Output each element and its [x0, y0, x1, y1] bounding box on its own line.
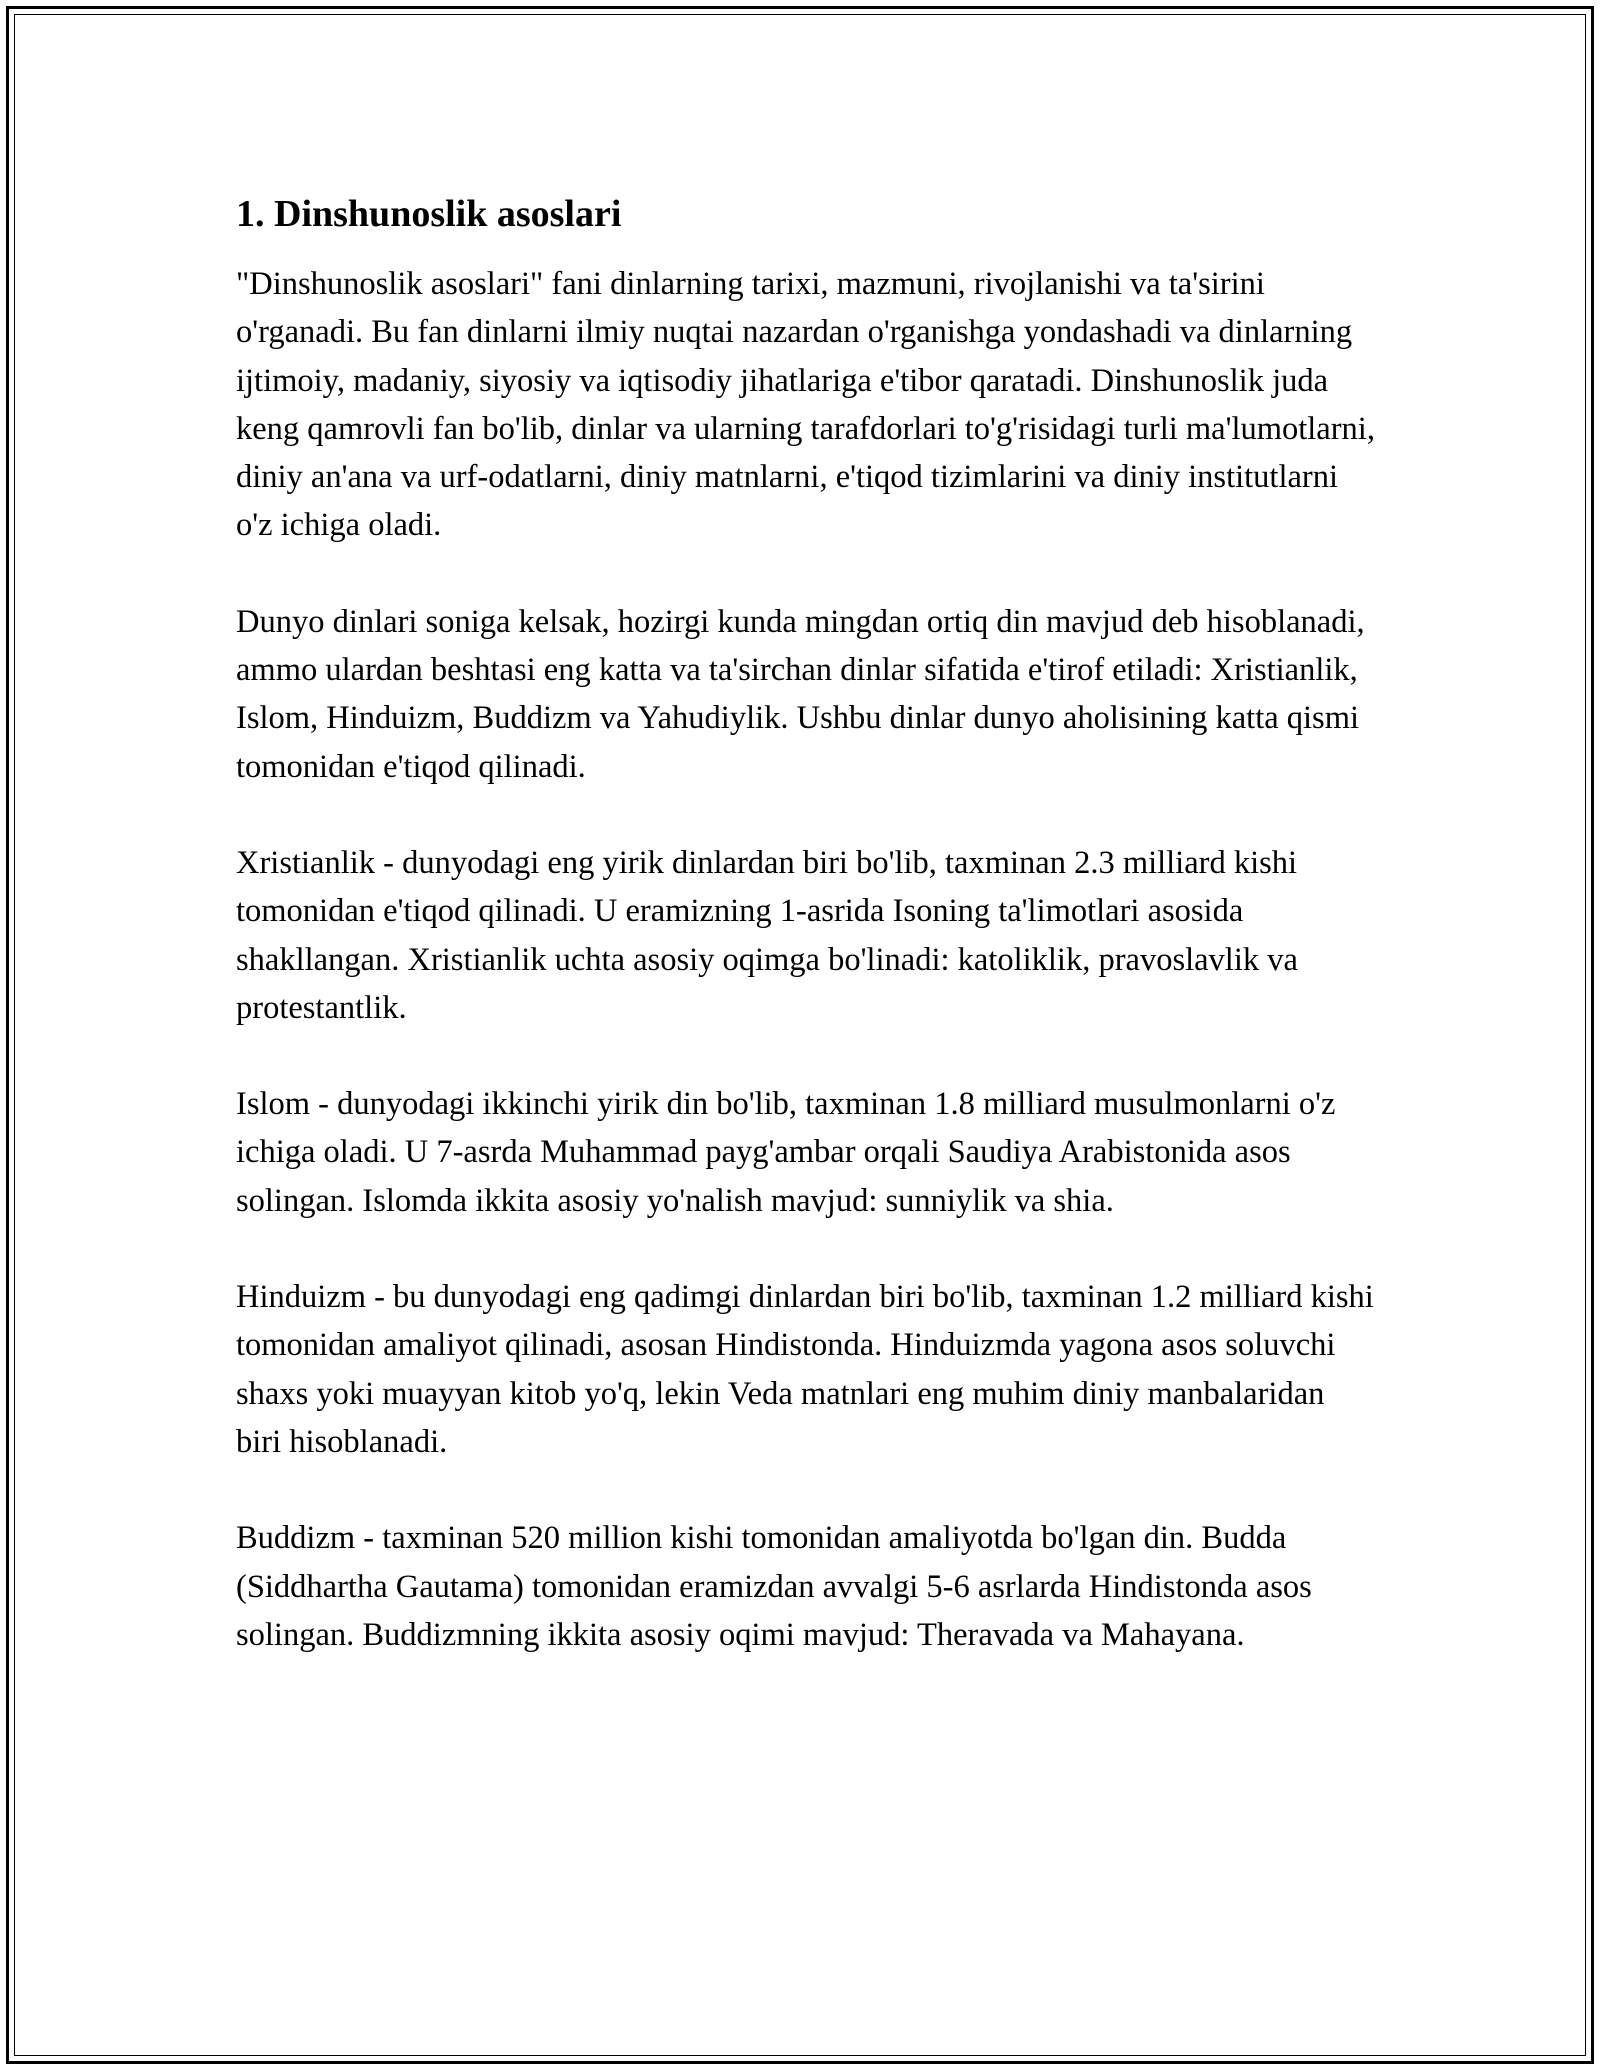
paragraph-hinduism: Hinduizm - bu dunyodagi eng qadimgi dinlardan biri bo'lib, taxminan 1.2 milliard kishi tomonidan amaliyot qilinadi, asosan Hindistonda. Hinduizmda yagona asos soluvchi shaxs yoki muayyan kitob yo'q, lekin Veda matnlari eng muhim diniy manbalaridan biri hisoblanadi. [236, 1279, 1374, 1460]
document-body [236, 190, 1376, 1707]
paragraph-christianity: Xristianlik - dunyodagi eng yirik dinlardan biri bo'lib, taxminan 2.3 milliard kishi tomonidan e'tiqod qilinadi. U eramizning 1-asrida Isoning ta'limotlari asosida shakllangan. Xristianlik uchta asosiy oqimga bo'linadi: katoliklik, pravoslavlik va protestantlik. [236, 844, 1298, 1026]
section-heading: 1. Dinshunoslik asoslari [236, 193, 622, 235]
paragraph-intro: "Dinshunoslik asoslari" fani dinlarning tarixi, mazmuni, rivojlanishi va ta'sirini o'rganadi. Bu fan dinlarni ilmiy nuqtai nazardan o'rganishga yondashadi va dinlarning ijtimoiy, madaniy, siyosiy va iqtisodiy jihatlariga e'tibor qaratadi. Dinshunoslik juda keng qamrovli fan bo'lib, dinlar va ularning tarafdorlari to'g'risidagi turli ma'lumotlarni, diniy an'ana va urf-odatlarni, diniy matnlarni, e'tiqod tizimlarini va diniy institutlarni o'z ichiga oladi. [236, 266, 1375, 544]
paragraph-islam: Islom - dunyodagi ikkinchi yirik din bo'lib, taxminan 1.8 milliard musulmonlarni o'z ichiga oladi. U 7-asrda Muhammad payg'ambar orqali Saudiya Arabistonida asos solingan. Islomda ikkita asosiy yo'nalish mavjud: sunniylik va shia. [236, 1086, 1336, 1219]
paragraph-world-religions: Dunyo dinlari soniga kelsak, hozirgi kunda mingdan ortiq din mavjud deb hisoblanadi, ammo ulardan beshtasi eng katta va ta'sirchan dinlar sifatida e'tirof etiladi: Xristianlik, Islom, Hinduizm, Buddizm va Yahudiylik. Ushbu dinlar dunyo aholisining katta qismi tomonidan e'tiqod qilinadi. [236, 603, 1365, 785]
paragraph-buddhism: Buddizm - taxminan 520 million kishi tomonidan amaliyotda bo'lgan din. Budda (Siddhartha Gautama) tomonidan eramizdan avvalgi 5-6 asrlarda Hindistonda asos solingan. Buddizmning ikkita asosiy oqimi mavjud: Theravada va Mahayana. [236, 1520, 1312, 1653]
